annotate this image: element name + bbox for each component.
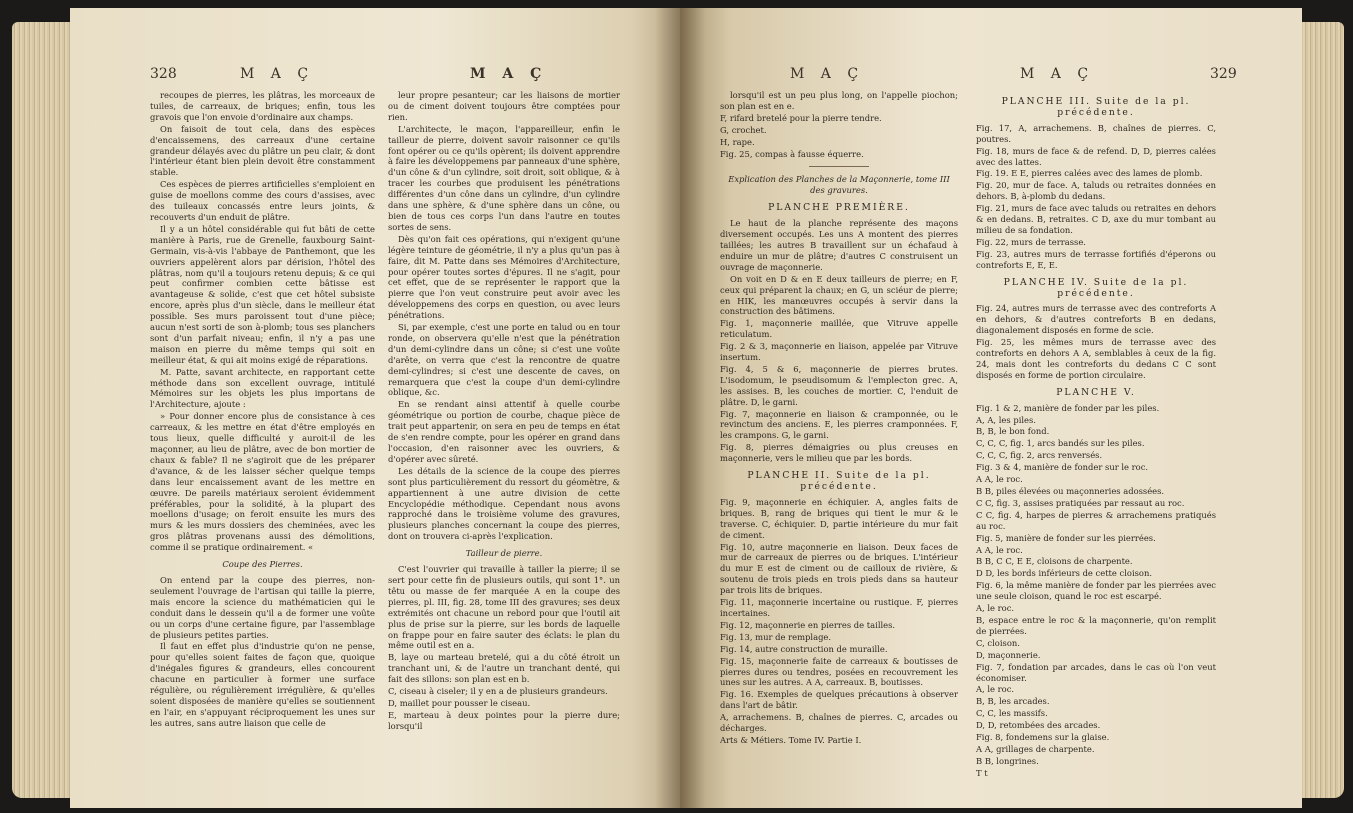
text-paragraph: E, marteau à deux pointes pour la pierre dure; lorsqu'il: [388, 709, 620, 731]
text-paragraph: L'architecte, le maçon, l'appareilleur, enfin le tailleur de pierre, doivent savoir raisonner ce qu'ils font opérer ou ce qu'ils opèrent; ils doivent apprendre à faire les développemens par panneaux d'une sphère, d'un cône & d'un cylindre, soit droit, soit oblique, & à tracer les courbes que produisent les pénétrations différentes d'un cône dans un cylindre, d'un cylindre dans une sphère, & d'une sphère dans un cône, ou bien de tous ces corps l'un dans l'autre en toutes sortes de sens.: [388, 123, 620, 232]
text-paragraph: B, espace entre le roc & la maçonnerie, qu'on remplit de pierrées.: [976, 614, 1216, 636]
text-paragraph: Les détails de la science de la coupe des pierres sont plus particulièrement du ressort du géomètre, & appartiennent à une autre division de cette Encyclopédie méthodique. Cependant nous avons rapproché dans le troisième volume des gravures, plusieurs planches concernant la coupe des pierres, dont on trouvera ci-après l'explication.: [388, 465, 620, 542]
text-paragraph: Fig. 7, fondation par arcades, dans le cas où l'on veut économiser.: [976, 661, 1216, 683]
text-paragraph: Fig. 5, manière de fonder sur les pierrées.: [976, 532, 1156, 543]
text-paragraph: D D, les bords inférieurs de cette cloison.: [976, 568, 1153, 579]
text-paragraph: B B, C C, E E, cloisons de charpente.: [976, 556, 1133, 567]
text-paragraph: Fig. 4, 5 & 6, maçonnerie de pierres brutes. L'isodomum, le pseudisomum & l'emplecton grec. A, les assises. B, les couches de mortier. C, l'enduit de plâtre. D, le garni.: [720, 363, 958, 407]
text-paragraph: A A, grillages de charpente.: [976, 743, 1095, 754]
right-column-2: [976, 90, 1216, 780]
text-paragraph: leur propre pesanteur; car les liaisons de mortier ou de ciment doivent toujours être comptées pour rien.: [388, 90, 620, 122]
text-paragraph: Fig. 25, compas à fausse équerre.: [720, 148, 864, 159]
text-paragraph: A A, le roc.: [976, 474, 1023, 485]
text-paragraph: Fig. 15, maçonnerie faite de carreaux & boutisses de pierres dures ou tendres, posées en recouvrement les unes sur les autres. A A, carreaux. B, boutisses.: [720, 655, 958, 688]
text-paragraph: lorsqu'il est un peu plus long, on l'appelle piochon; son plan est en e.: [720, 90, 958, 111]
text-paragraph: Fig. 10, autre maçonnerie en liaison. Deux faces de mur de carreaux de pierres ou de briques. L'intérieur du mur E est de ciment ou de cailloux de rivière, & soutenu de trois pieds en trois pieds dans sa hauteur par trois lits de briques.: [720, 541, 958, 596]
left-column-2: [388, 90, 620, 733]
text-paragraph: Fig. 2 & 3, maçonnerie en liaison, appelée par Vitruve insertum.: [720, 341, 958, 363]
text-paragraph: Fig. 19. E E, pierres calées avec des lames de plomb.: [976, 168, 1203, 179]
text-paragraph: F, rifard bretelé pour la pierre tendre.: [720, 112, 882, 123]
text-paragraph: B B, piles élevées ou maçonneries adossées.: [976, 486, 1165, 496]
text-paragraph: D, D, retombées des arcades.: [976, 720, 1101, 731]
text-paragraph: Tailleur de pierre.: [465, 548, 543, 559]
text-paragraph: Le haut de la planche représente des maçons diversement occupés. Les uns A montent des pierres taillées; les autres B travaillent sur un échafaud à enduire un mur de plâtre; d'autres C construisent un ouvrage de maçonnerie.: [720, 218, 958, 272]
text-paragraph: PLANCHE II. Suite de la pl. précédente.: [747, 470, 931, 492]
text-paragraph: Fig. 1 & 2, manière de fonder par les piles.: [976, 402, 1160, 413]
text-paragraph: On voit en D & en E deux tailleurs de pierre; en F, ceux qui préparent la chaux; en G, un sciéur de pierre; en HIK, les manœuvres occupés à servir dans la construction des bâtimens.: [720, 273, 958, 317]
text-paragraph: A, A, les piles.: [976, 414, 1036, 425]
left-running-head: M A Ç: [240, 66, 315, 82]
left-page-number: 328: [150, 66, 177, 82]
text-paragraph: Fig. 6, la même manière de fonder par les pierrées avec une seule cloison, quand le roc est escarpé.: [976, 580, 1216, 602]
text-paragraph: Il y a un hôtel considérable qui fut bâti de cette manière à Paris, rue de Grenelle, fauxbourg Saint-Germain, vis-à-vis l'abbaye de Panthemont, que les ouvriers appelèrent alors par dérision, l'hôtel des plâtras, nom qu'il a toujours retenu depuis; & ce qui peut confirmer combien cette bâtisse est avantageuse & solide, c'est que cet hôtel subsiste encore, après plus d'un siècle, dans le meilleur état possible. Ses murs paroissent tout d'une pièce; aucun n'est sorti de son à-plomb; tous ses planchers sont d'un parfait niveau; enfin, il n'y a pas une maison en pierre du même temps qui soit en meilleur état, & qui ait moins exigé de réparations.: [150, 223, 375, 365]
text-paragraph: Fig. 22, murs de terrasse.: [976, 236, 1086, 247]
text-paragraph: A, arrachemens. B, chaînes de pierres. C, arcades ou décharges.: [720, 712, 958, 734]
text-paragraph: B, laye ou marteau bretelé, qui a du côté étroit un tranchant uni, & de l'autre un tranchant denté, qui fait des sillons: son plan est en b.: [388, 652, 620, 685]
text-paragraph: Fig. 11, maçonnerie incertaine ou rustique. F, pierres incertaines.: [720, 597, 958, 618]
text-paragraph: Fig. 25, les mêmes murs de terrasse avec des contreforts en dehors A A, semblables à ceux de la fig. 24, mais dont les contreforts du dedans C C sont disposés en forme de portion circulaire.: [976, 337, 1216, 380]
left-column-1: [150, 90, 375, 730]
text-paragraph: Fig. 3 & 4, manière de fonder sur le roc.: [976, 462, 1149, 473]
text-paragraph: C'est l'ouvrier qui travaille à tailler la pierre; il se sert pour cette fin de plusieurs outils, qui sont 1°. un têtu ou masse de fer marquée A en la coupe des pierres, pl. III, fig. 28, tome III des gravures; ses deux extrémités ont chacune un rebord pour que l'outil ait plus de prise sur la pierre, sur les bords de laquelle on frappe pour en faire sauter des éclats: le plan du même outil est en a.: [388, 564, 620, 651]
text-paragraph: Fig. 1, maçonnerie maillée, que Vitruve appelle reticulatum.: [720, 318, 958, 340]
text-paragraph: C, cloison.: [976, 637, 1020, 648]
text-paragraph: PLANCHE IV. Suite de la pl. précédente.: [1003, 276, 1189, 299]
text-paragraph: On entend par la coupe des pierres, non-seulement l'ouvrage de l'artisan qui taille la pierre, mais encore la science du mathématicien qui le conduit dans le dessein qu'il a de former une voûte ou un corps d'une certaine figure, par l'assemblage de plusieurs petites parties.: [150, 574, 375, 640]
text-paragraph: Fig. 8, fondemens sur la glaise.: [976, 732, 1110, 743]
text-paragraph: B B, longrines.: [976, 755, 1039, 766]
text-paragraph: Ces espèces de pierres artificielles s'emploient en guise de moellons comme des cours d'assises, avec des tuileaux concassés entre leurs joints, & recouverts d'un enduit de plâtre.: [150, 179, 375, 222]
text-paragraph: D, maillet pour pousser le ciseau.: [388, 697, 531, 708]
right-column-1: [720, 90, 958, 747]
text-paragraph: Fig. 13, mur de remplage.: [720, 631, 832, 642]
open-book: [70, 8, 1302, 808]
right-page-number: 329: [1210, 66, 1237, 82]
text-paragraph: Fig. 17, A, arrachemens. B, chaînes de pierres. C, poutres.: [976, 122, 1216, 144]
text-paragraph: A, le roc.: [976, 603, 1015, 614]
text-paragraph: En se rendant ainsi attentif à quelle courbe géométrique ou portion de courbe, chaque pièce de trait peut appartenir, on sera en peu de temps en état de s'en rendre compte, pour les opérer en grand dans l'occasion, d'en raisonner avec les ouvriers, & d'opérer avec sûreté.: [388, 399, 620, 464]
text-paragraph: Fig. 9, maçonnerie en échiquier. A, angles faits de briques. B, rang de briques qui tient le mur & le traverse. C, échiquier. D, partie intérieure du mur fait de ciment.: [720, 496, 958, 540]
text-paragraph: B, B, le bon fond.: [976, 426, 1050, 437]
text-paragraph: G, crochet.: [720, 124, 767, 135]
text-paragraph: Fig. 18, murs de face & de refend. D, D, pierres calées avec des lattes.: [976, 145, 1216, 167]
right-running-head-center: M A Ç: [790, 66, 865, 82]
text-paragraph: Explication des Planches de la Maçonnerie, tome III des gravures.: [728, 174, 950, 196]
text-paragraph: H, rape.: [720, 136, 755, 147]
left-running-head-center: M A Ç: [470, 66, 548, 82]
text-paragraph: On faisoit de tout cela, dans des espèces d'encaissemens, des carreaux d'une certaine grandeur délayés avec du plâtre un peu clair, & dont l'intérieur étant bien plein devoit être constamment stable.: [150, 123, 375, 178]
text-paragraph: Fig. 24, autres murs de terrasse avec des contreforts A en dehors, & d'autres contreforts B en dedans, diagonalement disposés en forme de scie.: [976, 303, 1216, 336]
text-paragraph: » Pour donner encore plus de consistance à ces carreaux, & les mettre en état d'être employés en tous lieux, quelle difficulté y auroit-il de les maçonner, au lieu de plâtre, avec de bon mortier de chaux & fable? Il ne s'agiroit que de les préparer d'avance, & de les laisser sécher quelque temps dans leur encaissement avant de les mettre en œuvre. De pareils matériaux seroient évidemment préférables, pour la solidité, à la plupart des moellons d'usage; on feroit ensuite les murs des murs & les murs dossiers des cheminées, avec les gros plâtras provenans aussi des démolitions, comme il se pratique ordinairement. «: [150, 411, 375, 553]
text-paragraph: Fig. 14, autre construction de muraille.: [720, 643, 888, 654]
text-paragraph: Fig. 21, murs de face avec taluds ou retraites en dehors & en dedans. B, retraites. C D, axe du mur tombant au milieu de sa fondation.: [976, 203, 1216, 235]
text-paragraph: Coupe des Pierres.: [222, 559, 303, 570]
text-paragraph: C C, fig. 3, assises pratiquées par ressaut au roc.: [976, 497, 1185, 508]
text-paragraph: M. Patte, savant architecte, en rapportant cette méthode dans son excellent ouvrage, intitulé Mémoires sur les objets les plus importans de l'Architecture, ajoute :: [150, 366, 375, 410]
text-paragraph: C C, fig. 4, harpes de pierres & arrachemens pratiqués au roc.: [976, 509, 1216, 531]
text-paragraph: Fig. 12, maçonnerie en pierres de tailles.: [720, 619, 896, 630]
text-paragraph: T t: [976, 767, 988, 778]
text-paragraph: C, C, les massifs.: [976, 708, 1048, 719]
text-paragraph: B, B, les arcades.: [976, 696, 1050, 707]
text-paragraph: Fig. 23, autres murs de terrasse fortifiés d'éperons ou contreforts E, E, E.: [976, 248, 1216, 270]
text-paragraph: A A, le roc.: [976, 544, 1023, 555]
text-paragraph: Il faut en effet plus d'industrie qu'on ne pense, pour qu'elles soient faites de façon que, quoique d'inégales figures & grandeurs, elles concourent chacune en particulier à former une surface régulière, ou régulièrement irrégulière, & qu'elles soient disposées de manière qu'elles se soutiennent en l'air, en s'appuyant réciproquement les unes sur les autres, sans autre liaison que celle de: [150, 641, 375, 728]
text-paragraph: Fig. 7, maçonnerie en liaison & cramponnée, ou le revinctum des anciens. E, les pierres cramponnées. F, les crampons. G, le garni.: [720, 408, 958, 441]
text-paragraph: Dès qu'on fait ces opérations, qui n'exigent qu'une légère teinture de géométrie, il n'y a plus qu'un pas à faire, dit M. Patte dans ses Mémoires d'Architecture, pour opérer toutes sortes d'épures. Il ne s'agit, pour cet effet, que de se représenter le rapport que la pierre que l'on veut construire peut avoir avec les développemens des corps en question, ou avec leurs pénétrations.: [388, 233, 620, 321]
book-gutter: [655, 8, 705, 808]
right-running-head: M A Ç: [1020, 66, 1095, 82]
right-page: [680, 8, 1302, 808]
text-paragraph: C, C, C, fig. 1, arcs bandés sur les piles.: [976, 438, 1145, 449]
text-paragraph: recoupes de pierres, les plâtras, les morceaux de tuiles, de carreaux, de briques; enfin, tous les gravois que l'on envoie d'ordinaire aux champs.: [150, 90, 375, 122]
text-paragraph: Si, par exemple, c'est une porte en talud ou en tour ronde, on observera qu'elle n'est que la pénétration d'un demi-cylindre dans un cône; si c'est une voûte d'arête, on verra que c'est la rencontre de quatre demi-cylindres; si c'est une descente de caves, on remarquera que c'est la coupe d'un demi-cylindre oblique, &c.: [388, 322, 620, 398]
text-paragraph: C, C, C, fig. 2, arcs renversés.: [976, 450, 1103, 461]
text-paragraph: Fig. 20, mur de face. A, taluds ou retraites données en dehors. B, à-plomb du dedans.: [976, 180, 1216, 202]
text-paragraph: Fig. 16. Exemples de quelques précautions à observer dans l'art de bâtir.: [720, 689, 958, 711]
text-paragraph: PLANCHE V.: [1056, 386, 1136, 398]
left-page: [70, 8, 680, 808]
section-divider: [809, 166, 869, 167]
text-paragraph: Fig. 8, pierres démaigries ou plus creuses en maçonnerie, vers le milieu que par les bords.: [720, 442, 958, 464]
text-paragraph: PLANCHE PREMIÈRE.: [768, 202, 910, 214]
text-paragraph: PLANCHE III. Suite de la pl. précédente.: [1001, 96, 1191, 118]
text-paragraph: Arts & Métiers. Tome IV. Partie I.: [720, 734, 862, 745]
text-paragraph: A, le roc.: [976, 684, 1015, 695]
text-paragraph: D, maçonnerie.: [976, 649, 1041, 660]
text-paragraph: C, ciseau à ciseler; il y en a de plusieurs grandeurs.: [388, 686, 608, 697]
